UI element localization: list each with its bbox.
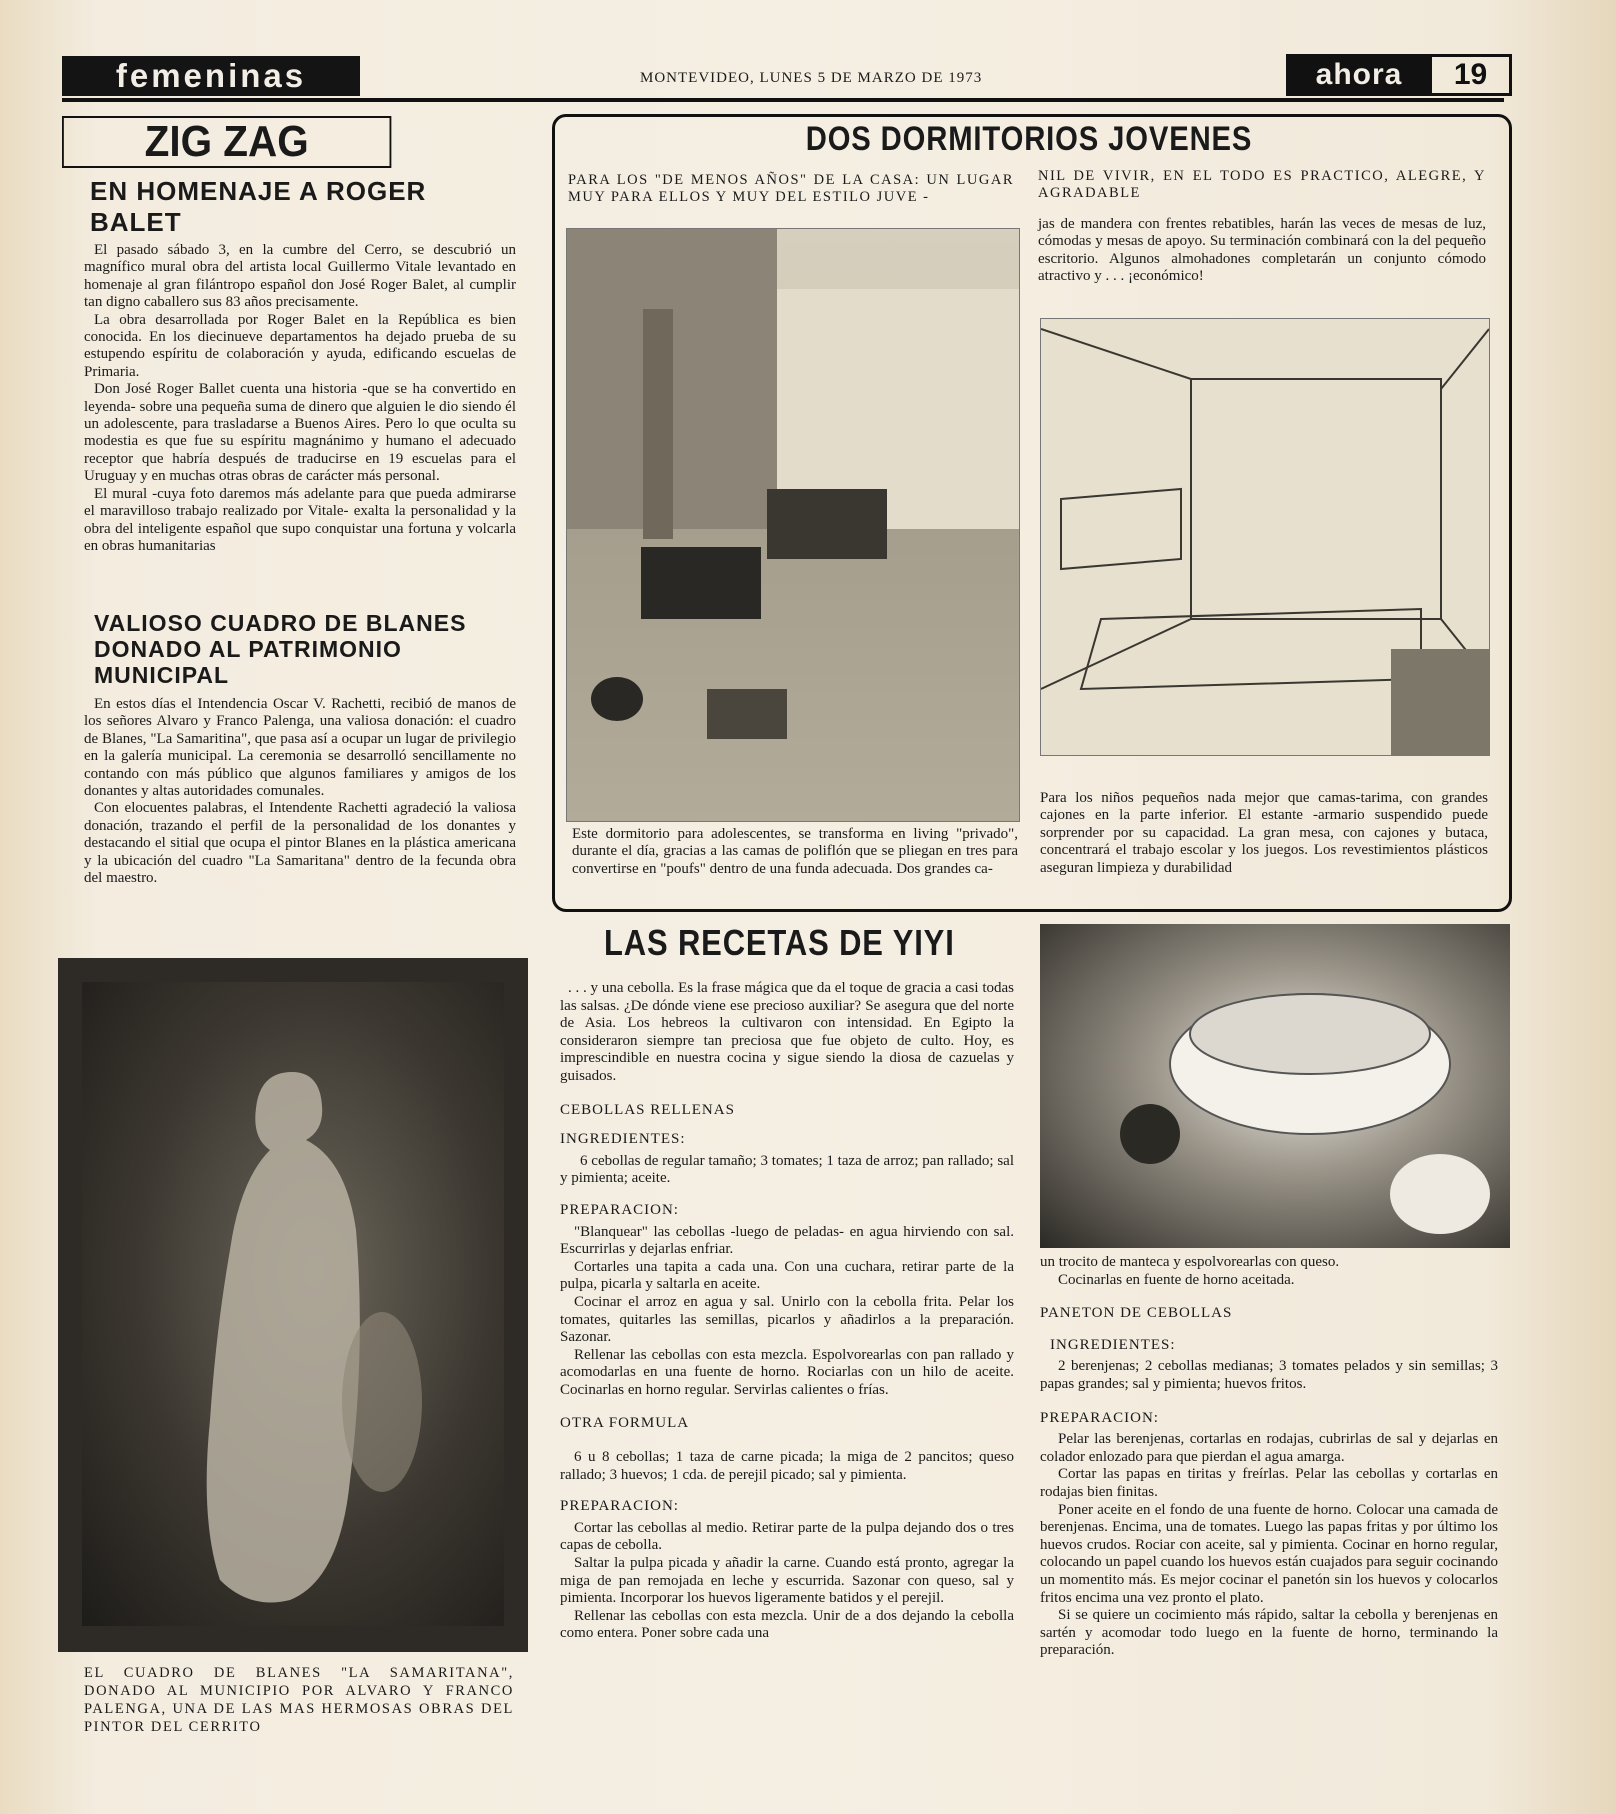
recipe-continuation: Cocinarlas en fuente de horno aceitada.	[1058, 1271, 1295, 1288]
preparation-step: Cortar las papas en tiritas y freírlas. Pelar las cebollas y cortarlas en rodajas bien finitas.	[1040, 1466, 1498, 1500]
preparation-label: PREPARACION:	[560, 1498, 679, 1515]
masthead-brand	[1286, 54, 1512, 96]
article-cuadro-blanes	[84, 610, 516, 887]
preparation-step: Cortar las cebollas al medio. Retirar parte de la pulpa dejando dos o tres capas de cebolla.	[560, 1519, 1014, 1554]
recipe-title: PANETON DE CEBOLLAS	[1040, 1305, 1233, 1322]
preparation-step: "Blanquear" las cebollas -luego de peladas- en agua hirviendo con sal. Escurrirlas y dejarlas enfriar.	[560, 1223, 1014, 1258]
column-title: ZIG ZAG	[62, 116, 391, 168]
ingredients-text: 2 berenjenas; 2 cebollas medianas; 3 tomates pelados y sin semillas; 3 papas grandes; sal y pimienta; huevos fritos.	[1040, 1358, 1498, 1392]
casserole-dish-icon	[1040, 924, 1510, 1248]
recetas-column-2	[1040, 1254, 1498, 1660]
bedroom-kids-illustration	[1040, 318, 1490, 756]
dormitorios-text-right: jas de mandera con frentes rebatibles, harán las veces de mesas de luz, cómodas y mesas de apoyo. Su terminación combinará con la del pequeño escritorio. Algunos almohadones completarán un conjunto cómodo atractivo y . . . ¡económico!	[1038, 216, 1486, 285]
headline: VALIOSO CUADRO DE BLANES DONADO AL PATRIMONIO MUNICIPAL	[94, 610, 467, 688]
page-number: 19	[1429, 57, 1509, 93]
bedroom-teen-illustration	[566, 228, 1020, 822]
preparation-step: Saltar la pulpa picada y añadir la carne. Cuando está pronto, agregar la miga de pan remojada en leche y escurrida. Sazonar con queso, sal y pimienta. Incorporar los huevos ligeramente batidos y el perejil.	[560, 1555, 1014, 1607]
recetas-column-1	[560, 980, 1014, 1643]
preparation-step: Rellenar las cebollas con esta mezcla. Espolvorearlas con pan rallado y acomodarlas en una fuente de horno. Rociarlas con un hilo de aceite. Cocinarlas en horno regular. Servirlas calientes o frías.	[560, 1346, 1014, 1398]
paragraph: El pasado sábado 3, en la cumbre del Cerro, se descubrió un magnífico mural obra del artista local Guillermo Vitale levantado en homenaje al gran filántropo español don José Roger Balet, al cumplir tan digno caballero sus 83 años precisamente.	[84, 242, 516, 311]
dormitorios-caption-left: Este dormitorio para adolescentes, se transforma en living "privado", durante el día, gracias a las camas de poliflón que se pliegan en tres para convertirse en "poufs" dentro de una funda adecuada. Dos grandes ca-	[572, 826, 1018, 877]
preparation-step: Cocinar el arroz en agua y sal. Unirlo con la cebolla frita. Pelar los tomates, quitarles las semillas, picarlos y añadirlos a la preparación. Sazonar.	[560, 1293, 1014, 1346]
ingredients-text: 6 cebollas de regular tamaño; 3 tomates; 1 taza de arroz; pan rallado; sal y pimienta; aceite.	[560, 1152, 1014, 1187]
dormitorios-caption-right: Para los niños pequeños nada mejor que camas-tarima, con grandes cajones en la parte inferior. El estante -armario suspendido puede sorprender por su capacidad. La gran mesa, con cajones y butaca, concentrará el trabajo escolar y los juegos. Los revestimientos plásticos aseguran limpieza y durabilidad	[1040, 790, 1488, 876]
paragraph: En estos días el Intendencia Oscar V. Rachetti, recibió de manos de los señores Alvaro y Franco Palenga, una valiosa donación: el cuadro de Blanes, "La Samaritina", que pasa así a ocupar un lugar de privilegio en la galería municipal. La ceremonia se desarrolló sencillamente no contando con más público que algunos familiares y amigos de los donantes y altas autoridades comunales.	[84, 696, 516, 800]
header-rule	[62, 98, 1504, 102]
recetas-intro: . . . y una cebolla. Es la frase mágica que da el toque de gracia a casi todas las salsas. ¿De dónde viene ese precioso auxiliar? Se asegura que del norte de Asia. Los hebreos la cultivaron con intensidad. En Egipto la consideraron siempre tan preciosa que fue objeto de culto. Hoy, es imprescindible en nuestra cocina y sigue siendo la diosa de cazuelas y guisados.	[560, 980, 1014, 1084]
casserole-photo	[1040, 924, 1510, 1248]
dateline: MONTEVIDEO, LUNES 5 DE MARZO DE 1973	[640, 70, 983, 86]
headline: EN HOMENAJE A ROGER BALET	[90, 176, 427, 237]
ingredients-label: INGREDIENTES:	[560, 1131, 686, 1148]
dormitorios-intro-left: PARA LOS "DE MENOS AÑOS" DE LA CASA: UN LUGAR MUY PARA ELLOS Y MUY DEL ESTILO JUVE -	[568, 172, 1014, 205]
dormitorios-headline: DOS DORMITORIOS JOVENES	[805, 120, 1253, 158]
bedroom-sketch-icon	[1041, 319, 1489, 755]
recipe-title: CEBOLLAS RELLENAS	[560, 1101, 735, 1118]
photo-caption: EL CUADRO DE BLANES "LA SAMARITANA", DONADO AL MUNICIPIO POR ALVARO Y FRANCO PALENGA, UNA DE LAS MAS HERMOSAS OBRAS DEL PINTOR DEL CERRITO	[84, 1665, 514, 1735]
article-roger-balet	[84, 176, 516, 555]
paragraph: La obra desarrollada por Roger Balet en la República es bien conocida. En los diecinueve departamentos ha dejado prueba de su estupendo espíritu de colaboración y ayuda, edificando escuelas de Primaria.	[84, 311, 516, 380]
recipe-continuation: un trocito de manteca y espolvorearlas con queso.	[1040, 1254, 1340, 1270]
paragraph: El mural -cuya foto daremos más adelante para que pueda admirarse el maravilloso trabajo realizado por Vitale- exalta la personalidad y la obra del inteligente español que supo conquistar una fortuna y volcarla en obras humanitarias	[84, 485, 516, 554]
preparation-label: PREPARACION:	[1040, 1409, 1159, 1426]
preparation-step: Si se quiere un cocimiento más rápido, saltar la cebolla y berenjenas en sartén y acomodar todo luego en la fuente de horno, terminando la preparación.	[1040, 1607, 1498, 1659]
samaritana-figure-icon	[82, 982, 504, 1626]
recetas-headline: LAS RECETAS DE YIYI	[604, 922, 955, 963]
recipe-title: OTRA FORMULA	[560, 1415, 690, 1432]
ingredients-text: 6 u 8 cebollas; 1 taza de carne picada; la miga de 2 pancitos; queso rallado; 3 huevos; 1 cda. de perejil picado; sal y pimienta.	[560, 1449, 1014, 1483]
preparation-label: PREPARACION:	[560, 1201, 679, 1218]
section-label: femeninas	[62, 56, 360, 96]
paragraph: Don José Roger Ballet cuenta una historia -que se ha convertido en leyenda- sobre una pequeña suma de dinero que alguien le dio siendo él un adolescente, para trasladarse a Buenos Aires. Pero lo que oculta su modestia es que fue su espíritu magnánimo y humano el adecuado receptor que habría después de traducirse en 19 escuelas para el Uruguay y en muchas otras obras de carácter más personal.	[84, 381, 516, 485]
preparation-step: Poner aceite en el fondo de una fuente de horno. Colocar una camada de berenjenas. Encima, una de tomates. Luego las papas fritas y por último los huevos crudos. Rociar con aceite, sal y pimienta. Cocinar en horno regular, colocando un papel cuando los huevos están cuajados para seguir cocinando un momentito más. Es mejor cocinar el panetón sin los huevos y colocarlos fritos encima una vez pronto el plato.	[1040, 1501, 1498, 1606]
preparation-step: Rellenar las cebollas con esta mezcla. Unir de a dos dejando la cebolla como entera. Poner sobre cada una	[560, 1607, 1014, 1642]
brand-logo: ahora	[1289, 57, 1429, 93]
bedroom-sketch-icon	[567, 229, 1019, 821]
painting-photo	[82, 982, 504, 1626]
preparation-step: Cortarles una tapita a cada una. Con una cuchara, retirar parte de la pulpa, picarla y saltarla en aceite.	[560, 1258, 1014, 1293]
paragraph: Con elocuentes palabras, el Intendente Rachetti agradeció la valiosa donación, trazando el perfil de la personalidad de los donantes y destacando el sitial que ocupa el pintor Blanes en la plástica americana y la ubicación del cuadro "La Samaritana" dentro de la fecunda obra del maestro.	[84, 800, 516, 887]
preparation-step: Pelar las berenjenas, cortarlas en rodajas, cubrirlas de sal y dejarlas en colador enlozado para que pierdan el agua amarga.	[1040, 1431, 1498, 1465]
dormitorios-intro-right: NIL DE VIVIR, EN EL TODO ES PRACTICO, ALEGRE, Y AGRADABLE	[1038, 168, 1486, 201]
ingredients-label: INGREDIENTES:	[1050, 1336, 1176, 1353]
